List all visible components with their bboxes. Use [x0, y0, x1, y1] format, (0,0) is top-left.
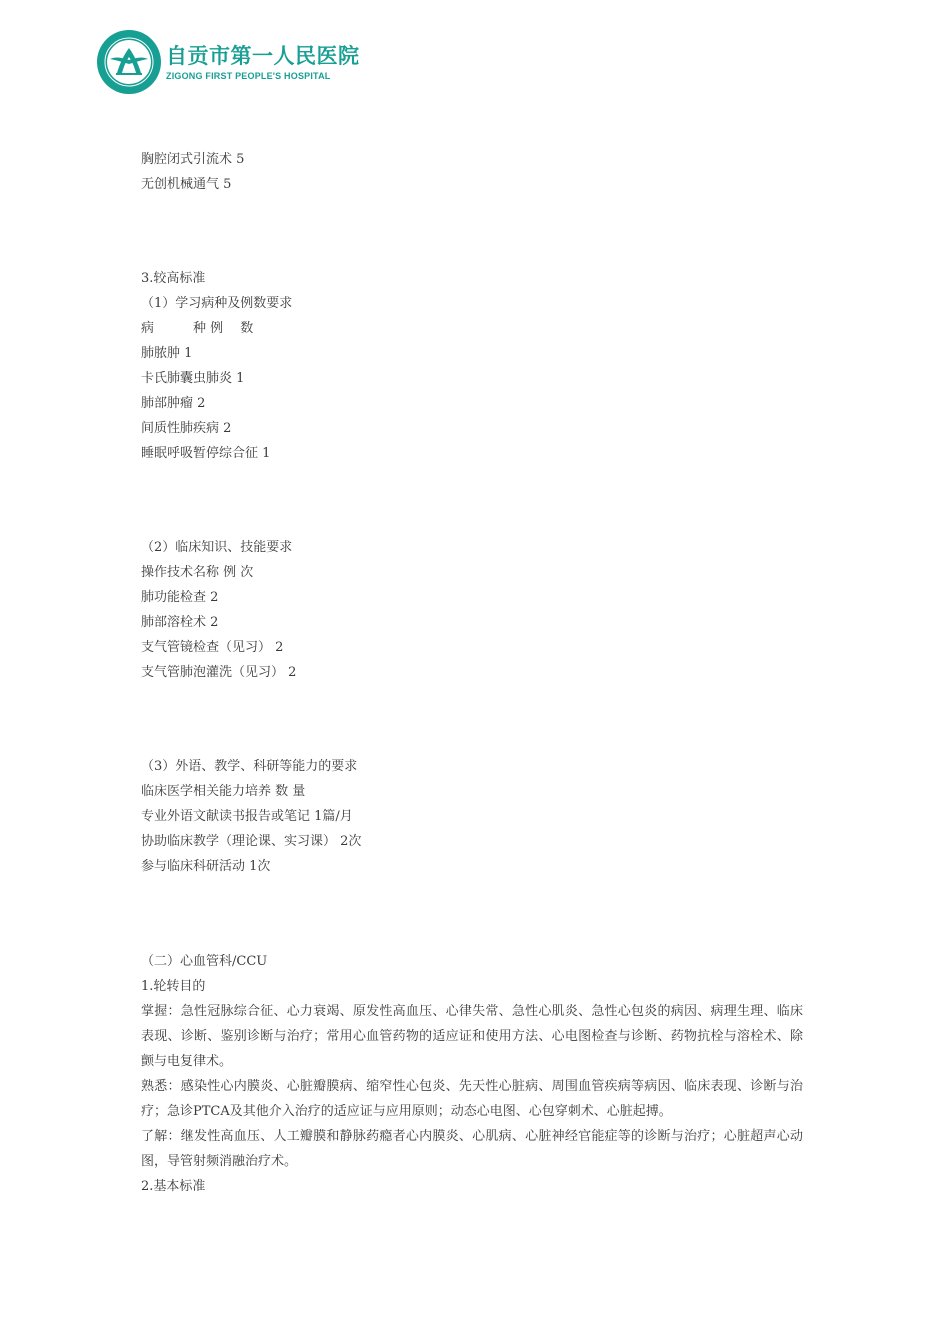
- document-body: [141, 147, 803, 1199]
- list-item: 专业外语文献读书报告或笔记 1篇/月: [141, 809, 353, 824]
- paragraph-familiar: 熟悉：感染性心内膜炎、心脏瓣膜病、缩窄性心包炎、先天性心脏病、周围血管疾病等病因、临床表现、诊断与治疗；急诊PTCA及其他介入治疗的适应证与应用原则；动态心电图、心包穿刺术、心脏起搏。: [141, 1079, 803, 1119]
- list-item: 肺脓肿 1: [141, 346, 193, 361]
- list-item: 支气管肺泡灌洗（见习） 2: [141, 665, 297, 680]
- list-item: 间质性肺疾病 2: [141, 421, 232, 436]
- list-item: 协助临床教学（理论课、实习课） 2次: [141, 834, 362, 849]
- paragraph-master: 掌握：急性冠脉综合征、心力衰竭、原发性高血压、心律失常、急性心肌炎、急性心包炎的病因、病理生理、临床表现、诊断、鉴别诊断与治疗；常用心血管药物的适应证和使用方法、心电图检查与诊断、药物抗栓与溶栓术、除颤与电复律术。: [141, 1004, 803, 1069]
- subsection-heading: （2）临床知识、技能要求: [141, 540, 293, 555]
- hospital-header: [96, 28, 360, 96]
- list-item: 参与临床科研活动 1次: [141, 859, 271, 874]
- paragraph-understand: 了解：继发性高血压、人工瓣膜和静脉药瘾者心内膜炎、心肌病、心脏神经官能症等的诊断与治疗；心脏超声心动图，导管射频消融治疗术。: [141, 1129, 803, 1169]
- list-item: 肺部溶栓术 2: [141, 615, 219, 630]
- list-item: 支气管镜检查（见习） 2: [141, 640, 284, 655]
- hospital-name-cn: 自贡市第一人民医院: [166, 43, 360, 68]
- subsection-heading: 1.轮转目的: [141, 979, 206, 994]
- list-item: 肺功能检查 2: [141, 590, 219, 605]
- hospital-name-en: ZIGONG FIRST PEOPLE'S HOSPITAL: [166, 70, 331, 81]
- section-heading: （二）心血管科/CCU: [141, 954, 268, 969]
- list-item: 胸腔闭式引流术 5: [141, 152, 245, 167]
- section-heading: 3.较高标准: [141, 271, 206, 286]
- table-header: 临床医学相关能力培养 数 量: [141, 784, 306, 799]
- list-item: 无创机械通气 5: [141, 177, 232, 192]
- subsection-heading: （3）外语、教学、科研等能力的要求: [141, 759, 358, 774]
- list-item: 睡眠呼吸暂停综合征 1: [141, 446, 271, 461]
- hospital-logo-icon: [96, 29, 162, 95]
- subsection-heading: 2.基本标准: [141, 1179, 206, 1194]
- list-item: 卡氏肺囊虫肺炎 1: [141, 371, 245, 386]
- table-header: 操作技术名称 例 次: [141, 565, 254, 580]
- list-item: 肺部肿瘤 2: [141, 396, 206, 411]
- subsection-heading: （1）学习病种及例数要求: [141, 296, 293, 311]
- table-header: 病 种 例 数: [141, 321, 254, 336]
